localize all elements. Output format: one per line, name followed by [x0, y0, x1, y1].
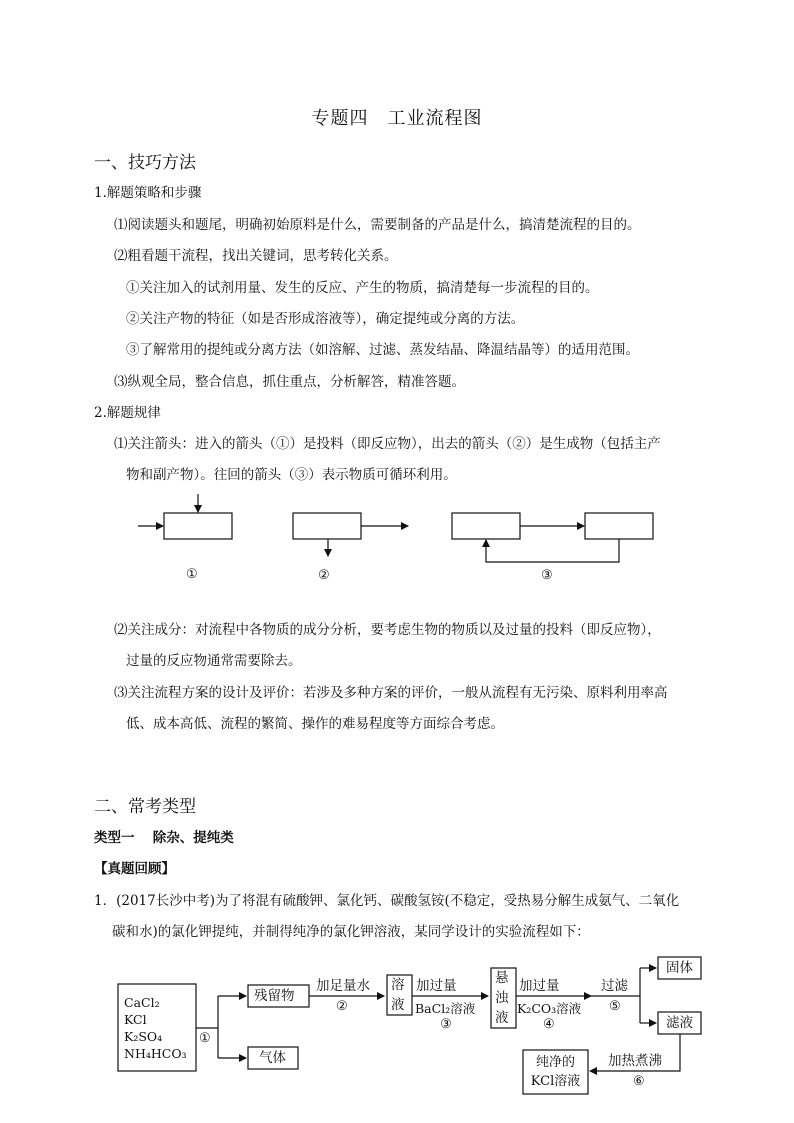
turbid-char-1: 悬	[495, 970, 509, 986]
solution-char-1: 溶	[391, 977, 405, 993]
question-text-2: 碳和水)的氯化钾提纯，并制得纯净的氯化钾溶液，某同学设计的实验流程如下：	[112, 924, 590, 940]
turbid-char-3: 液	[495, 1010, 509, 1026]
add-excess-label: 加过量	[416, 978, 457, 994]
step-text-1: ⑴阅读题头和题尾，明确初始原料是什么，需要制备的产品是什么，搞清楚流程的目的。	[114, 217, 641, 233]
review-heading: 【真题回顾】	[94, 861, 175, 877]
material-kcl: KCl	[124, 1012, 147, 1027]
type-heading: 类型一 除杂、提纯类	[94, 830, 234, 846]
start-materials	[124, 994, 187, 1062]
filtrate-label: 滤液	[666, 1015, 693, 1031]
material-nh4hco3: NH₄HCO₃	[124, 1046, 187, 1061]
step-text-2: ⑵粗看题干流程，找出关键词，思考转化关系。	[114, 248, 398, 264]
add-water-label: 加足量水	[316, 978, 370, 994]
bacl2-label: BaCl₂溶液	[415, 1001, 476, 1016]
filter-label: 过滤	[601, 978, 628, 994]
rule-text-1b: 物和副产物）。往回的箭头（③）表示物质可循环利用。	[126, 467, 457, 483]
k2co3-label: K₂CO₃溶液	[517, 1001, 582, 1016]
page-title: 专题四 工业流程图	[311, 108, 483, 129]
product-line-2: KCl溶液	[530, 1074, 581, 1089]
material-k2so4: K₂SO₄	[124, 1029, 163, 1044]
solid-label: 固体	[666, 960, 693, 976]
rule-text-3b: 低、成本高低、流程的繁简、操作的难易程度等方面综合考虑。	[126, 716, 504, 732]
turbid-label	[495, 968, 515, 1028]
question-text-1: 1．(2017长沙中考)为了将混有硫酸钾、氯化钙、碳酸氢铵(不稳定，受热易分解生成氨气、二氧化	[94, 893, 680, 909]
residue-label: 残留物	[254, 988, 295, 1004]
solution-label	[391, 975, 411, 1015]
diagram2-label: ②	[318, 568, 330, 583]
diagram1-label: ①	[186, 567, 198, 582]
step2-label: ②	[336, 999, 348, 1014]
step1-label: ①	[199, 1031, 211, 1046]
step-text-2c: ③了解常用的提纯或分离方法（如溶解、过滤、蒸发结晶、降温结晶等）的适用范围。	[126, 342, 639, 358]
step3-label: ③	[440, 1017, 452, 1032]
material-cacl2: CaCl₂	[124, 995, 160, 1010]
rule-text-1a: ⑴关注箭头：进入的箭头（①）是投料（即反应物），出去的箭头（②）是生成物（包括主产	[114, 436, 661, 452]
add-excess2-label: 加过量	[519, 978, 560, 994]
heat-label: 加热煮沸	[608, 1053, 662, 1069]
rule-text-2a: ⑵关注成分：对流程中各物质的成分分析，要考虑生物的物质以及过量的投料（即反应物），	[114, 622, 661, 638]
subheading-strategy: 1.解题策略和步骤	[94, 185, 202, 201]
subheading-rules: 2.解题规律	[94, 405, 161, 421]
section-heading-types: 二、常考类型	[94, 797, 196, 817]
gas-label: 气体	[259, 1050, 286, 1066]
step-text-2a: ①关注加入的试剂用量、发生的反应、产生的物质，搞清楚每一步流程的目的。	[126, 280, 599, 296]
step6-label: ⑥	[633, 1074, 645, 1089]
section-heading-methods: 一、技巧方法	[94, 153, 196, 173]
step-text-2b: ②关注产物的特征（如是否形成溶液等），确定提纯或分离的方法。	[126, 311, 525, 327]
solution-char-2: 液	[391, 997, 405, 1013]
diagram3-label: ③	[541, 568, 553, 583]
product-label	[523, 1053, 588, 1091]
product-line-1: 纯净的	[535, 1055, 575, 1070]
step5-label: ⑤	[609, 999, 621, 1014]
step-text-3: ⑶纵观全局，整合信息，抓住重点，分析解答，精准答题。	[114, 374, 465, 390]
step4-label: ④	[543, 1017, 555, 1032]
turbid-char-2: 浊	[495, 990, 509, 1006]
rule-text-3a: ⑶关注流程方案的设计及评价：若涉及多种方案的评价，一般从流程有无污染、原料利用率高	[114, 685, 668, 701]
rule-text-2b: 过量的反应物通常需要除去。	[126, 653, 302, 669]
